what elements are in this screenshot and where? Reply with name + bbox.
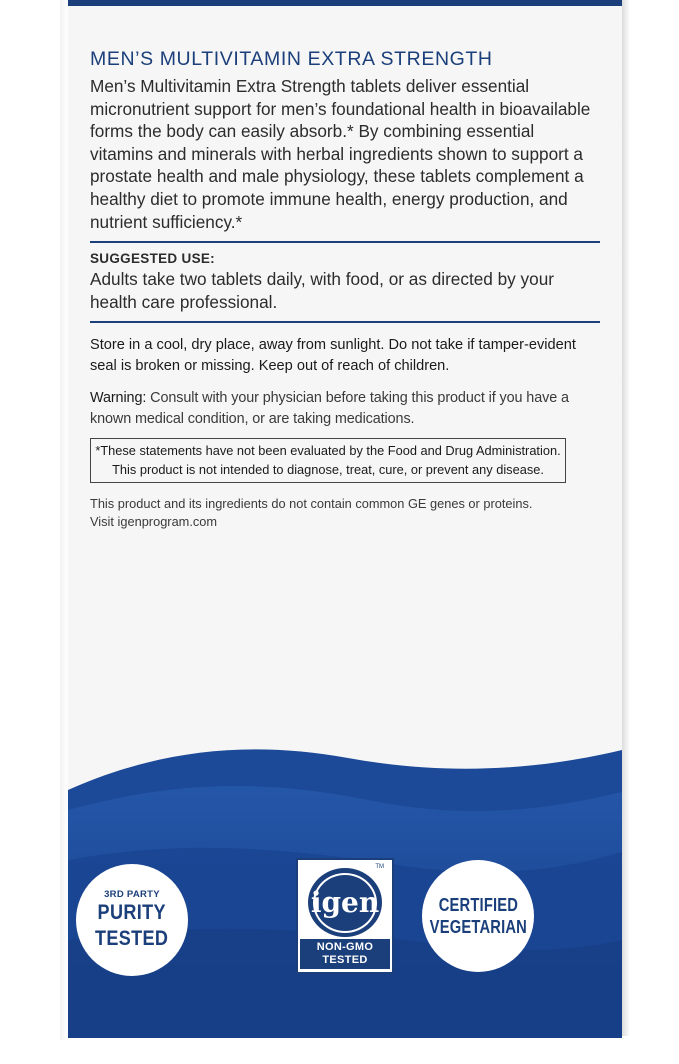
fda-disclaimer-box (90, 438, 566, 483)
fda-disclaimer-line-2: This product is not intended to diagnose, treat, cure, or prevent any disease. (112, 462, 544, 478)
igen-badge-line-1: NON-GMO (316, 941, 374, 953)
storage-instructions: Store in a cool, dry place, away from sunlight. Do not take if tamper-evident seal is broken or missing. Keep out of reach of children. (90, 337, 576, 374)
vegetarian-badge-line-1: CERTIFIED (438, 895, 518, 915)
suggested-use-text: Adults take two tablets daily, with food, or as directed by your health care professional. (90, 269, 554, 312)
product-title: MEN’S MULTIVITAMIN EXTRA STRENGTH (90, 48, 493, 70)
warning-body: Consult with your physician before taking this product if you have a known medical condition, or are taking medications. (90, 390, 569, 428)
purity-badge-line-1: PURITY (97, 900, 167, 924)
certified-vegetarian-badge (422, 860, 534, 972)
vegetarian-badge-line-2: VEGETARIAN (429, 917, 527, 937)
panel-top-bar (68, 0, 622, 6)
purity-tested-badge (76, 864, 188, 976)
igen-logo-text: igen (313, 873, 377, 933)
igen-logo (308, 864, 384, 937)
suggested-use-heading: SUGGESTED USE: (90, 251, 215, 267)
product-description: Men’s Multivitamin Extra Strength tablets deliver essential micronutrient support for men’s foundational health in bioavailable forms the body can easily absorb.* By combining essential vitamins and minerals with herbal ingredients shown to support a prostate health and male physiology, these tablets complement a healthy diet to promote immune health, energy production, and nutrient sufficiency.* (90, 76, 591, 232)
ge-statement-line-1: This product and its ingredients do not contain common GE genes or proteins. (90, 496, 533, 512)
ge-statement-line-2: Visit igenprogram.com (90, 514, 218, 530)
section-divider (90, 321, 600, 323)
ge-statement (90, 495, 600, 531)
box-right-edge (622, 0, 630, 1036)
warning-label: Warning: (90, 390, 147, 407)
igen-badge-line-2: TESTED (322, 953, 368, 966)
panel-content (90, 48, 600, 531)
section-divider (90, 241, 600, 243)
igen-non-gmo-badge (296, 858, 394, 974)
igen-trademark: TM (375, 864, 384, 870)
purity-badge-line-2: TESTED (95, 926, 169, 950)
wave-footer (68, 740, 622, 1038)
purity-badge-small-text: 3RD PARTY (104, 888, 160, 900)
box-side-panel (68, 0, 622, 1038)
igen-badge-caption (300, 939, 390, 969)
warning-text (90, 388, 600, 430)
box-left-shadow (60, 0, 68, 1040)
fda-disclaimer-line-1: *These statements have not been evaluated by the Food and Drug Administration. (95, 443, 561, 459)
